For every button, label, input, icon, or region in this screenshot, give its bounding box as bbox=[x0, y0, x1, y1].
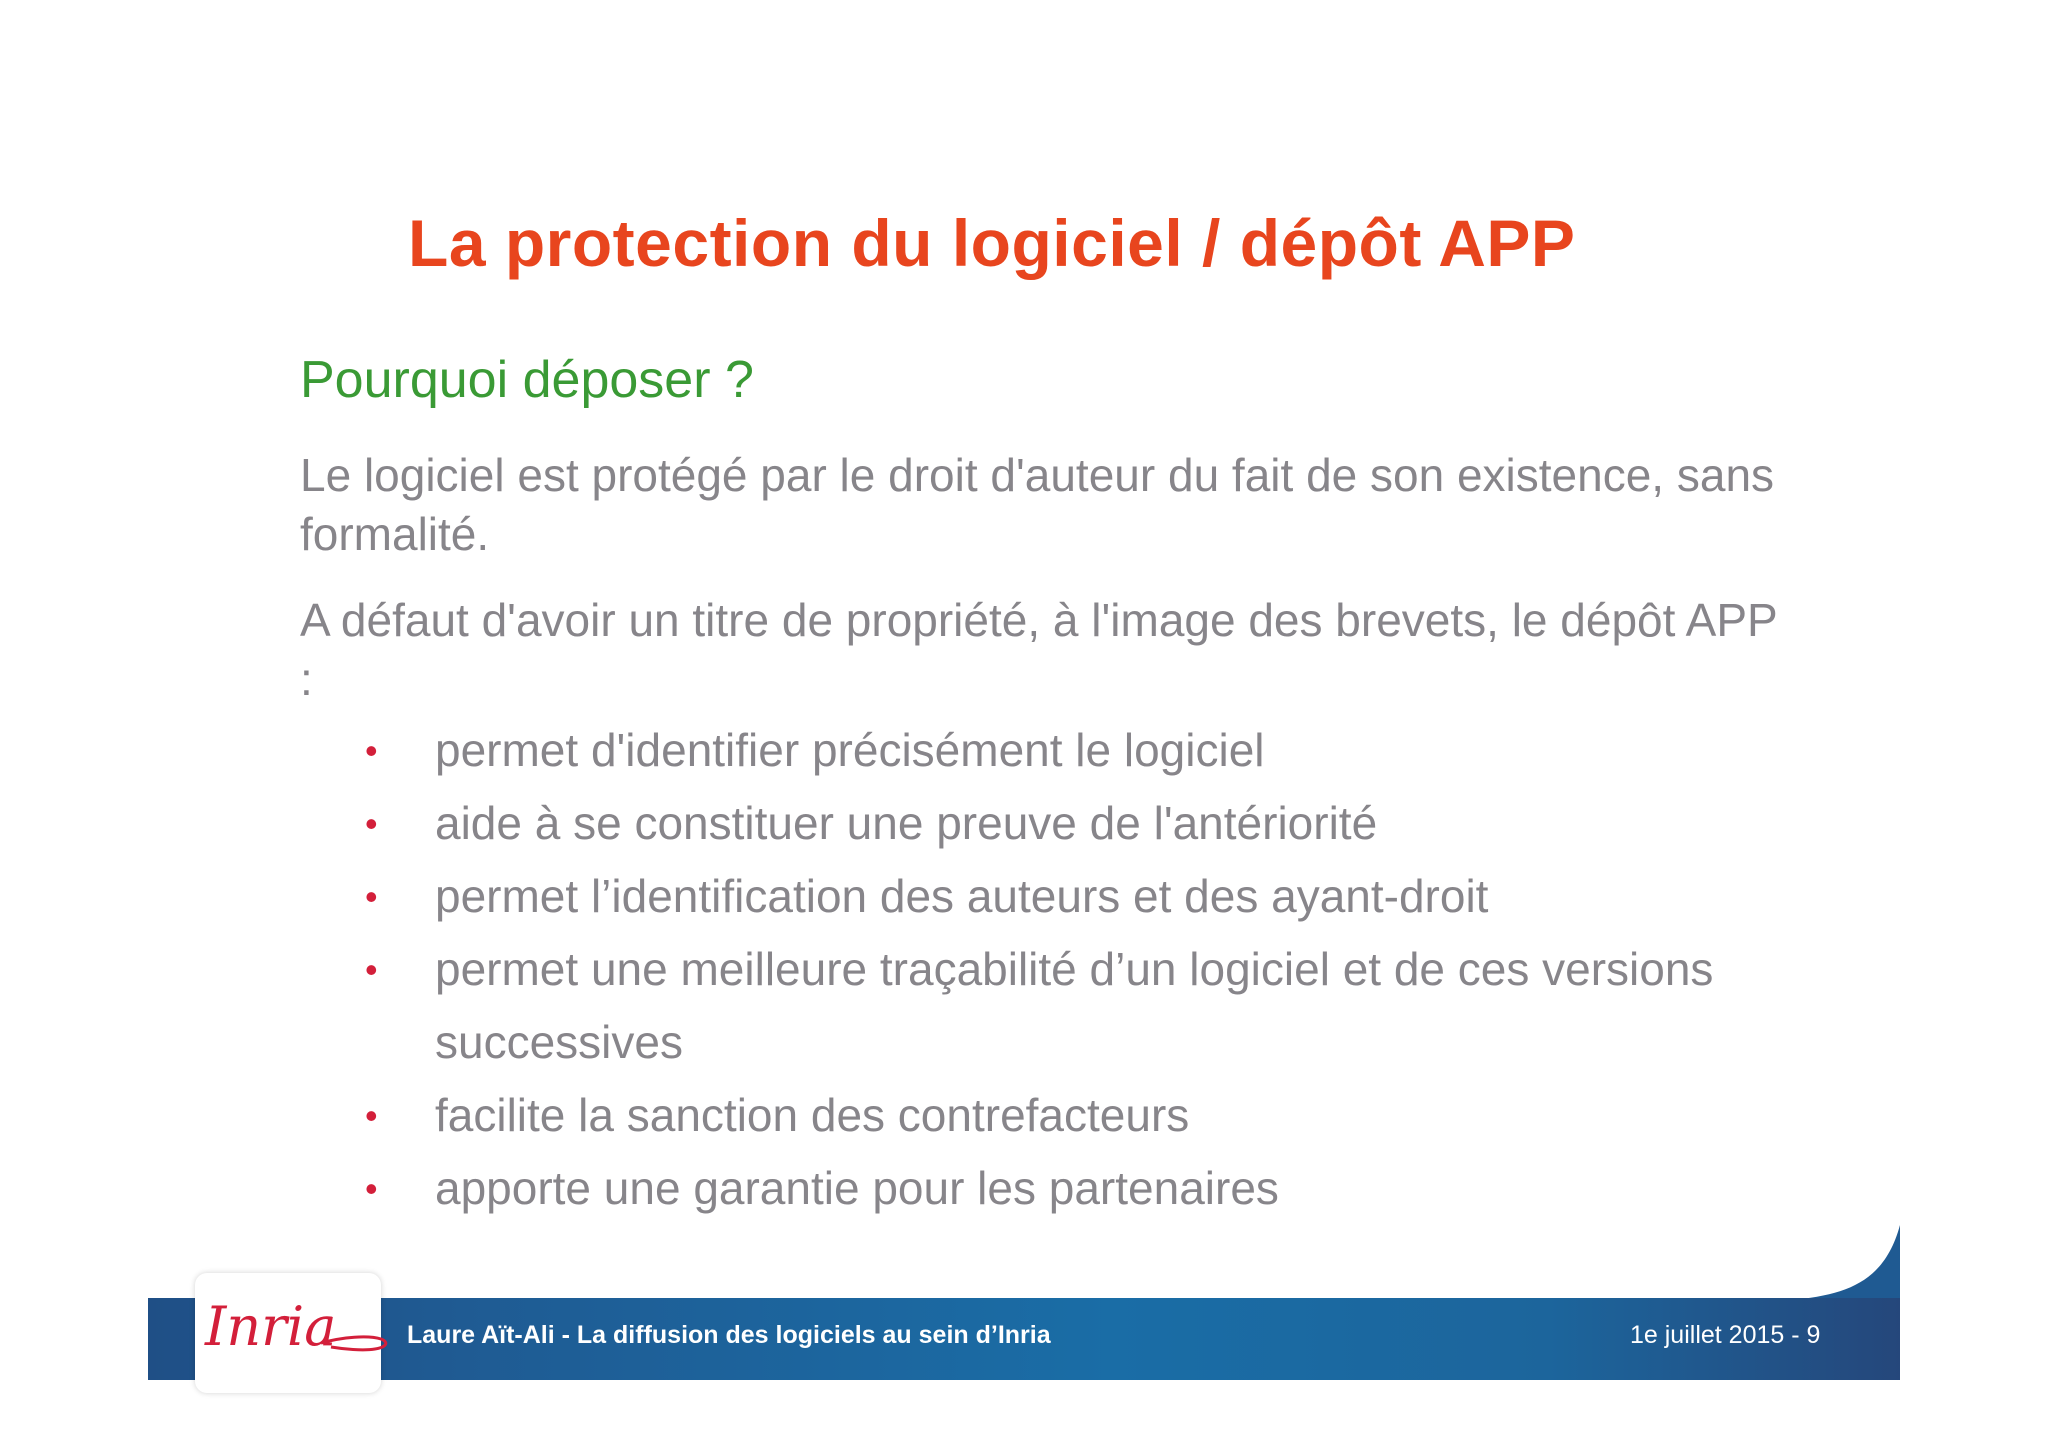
list-item bbox=[300, 860, 1820, 933]
logo-container bbox=[195, 1273, 381, 1393]
bullet-icon: • bbox=[365, 949, 378, 990]
list-item bbox=[300, 1152, 1820, 1225]
slide-title: La protection du logiciel / dépôt APP bbox=[408, 206, 1576, 280]
slide-subtitle: Pourquoi déposer ? bbox=[300, 351, 754, 409]
paragraph-copyright: Le logiciel est protégé par le droit d'auteur du fait de son existence, sans formalité. bbox=[300, 449, 1775, 560]
list-item-text: permet une meilleure traçabilité d’un logiciel et de ces versions successives bbox=[435, 943, 1714, 1068]
list-item bbox=[300, 714, 1820, 787]
paragraph-app-deposit: A défaut d'avoir un titre de propriété, à l'image des brevets, le dépôt APP : bbox=[300, 594, 1777, 705]
list-item bbox=[300, 787, 1820, 860]
bullet-icon: • bbox=[365, 876, 378, 917]
footer-presenter: Laure Aït-Ali - La diffusion des logiciels au sein d’Inria bbox=[407, 1321, 1051, 1349]
inria-logo-text: Inria bbox=[205, 1295, 337, 1358]
bullet-icon: • bbox=[365, 1095, 378, 1136]
list-item-text: apporte une garantie pour les partenaires bbox=[435, 1162, 1279, 1214]
list-item bbox=[300, 933, 1820, 1079]
list-item-text: permet l’identification des auteurs et des ayant-droit bbox=[435, 870, 1489, 922]
bullet-icon: • bbox=[365, 803, 378, 844]
footer-date-page: 1e juillet 2015 - 9 bbox=[1630, 1321, 1821, 1349]
list-item bbox=[300, 1079, 1820, 1152]
list-item-text: facilite la sanction des contrefacteurs bbox=[435, 1089, 1190, 1141]
benefits-list bbox=[300, 714, 1820, 1225]
list-item-text: aide à se constituer une preuve de l'antériorité bbox=[435, 797, 1378, 849]
bullet-icon: • bbox=[365, 1168, 378, 1209]
inria-logo bbox=[203, 1295, 403, 1365]
bullet-icon: • bbox=[365, 730, 378, 771]
list-item-text: permet d'identifier précisément le logiciel bbox=[435, 724, 1265, 776]
